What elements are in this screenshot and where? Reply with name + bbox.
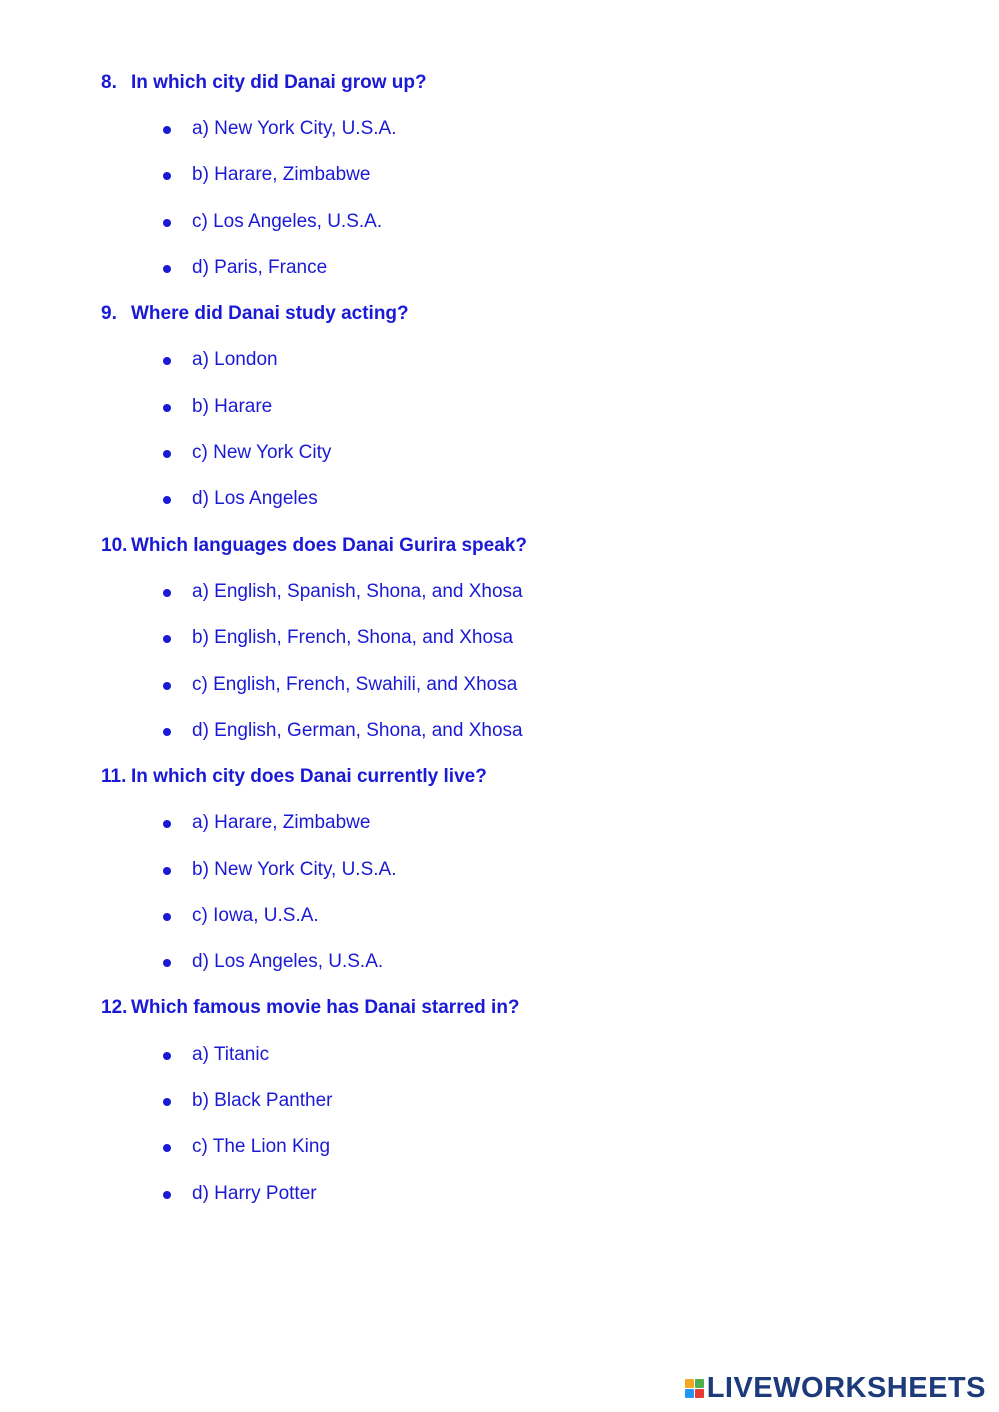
question-text: In which city does Danai currently live? <box>131 766 487 787</box>
option-item <box>163 720 523 742</box>
option-text: b) Harare <box>192 396 273 417</box>
question-11 <box>101 766 487 788</box>
bullet-icon <box>163 172 171 180</box>
question-9 <box>101 303 409 325</box>
option-text: b) New York City, U.S.A. <box>192 859 397 880</box>
question-number: 11. <box>101 766 127 787</box>
option-text: c) Los Angeles, U.S.A. <box>192 211 383 232</box>
option-item <box>163 396 272 418</box>
question-text: Where did Danai study acting? <box>131 303 409 324</box>
bullet-icon <box>163 959 171 967</box>
option-text: d) English, German, Shona, and Xhosa <box>192 720 523 741</box>
option-item <box>163 211 382 233</box>
option-item <box>163 442 331 464</box>
option-text: d) Paris, France <box>192 257 328 278</box>
option-text: c) English, French, Swahili, and Xhosa <box>192 674 518 695</box>
question-number: 12. <box>101 997 128 1018</box>
question-8 <box>101 72 427 94</box>
bullet-icon <box>163 265 171 273</box>
logo-mark-icon <box>685 1379 704 1398</box>
option-text: d) Los Angeles, U.S.A. <box>192 951 384 972</box>
option-item <box>163 1136 330 1158</box>
option-item <box>163 859 397 881</box>
option-text: a) English, Spanish, Shona, and Xhosa <box>192 581 523 602</box>
option-item <box>163 1044 269 1066</box>
bullet-icon <box>163 126 171 134</box>
logo-square <box>695 1389 704 1398</box>
bullet-icon <box>163 913 171 921</box>
question-text: Which languages does Danai Gurira speak? <box>131 535 527 556</box>
bullet-icon <box>163 1098 171 1106</box>
option-text: a) Titanic <box>192 1044 270 1065</box>
bullet-icon <box>163 357 171 365</box>
option-item <box>163 1090 332 1112</box>
option-item <box>163 627 513 649</box>
bullet-icon <box>163 219 171 227</box>
bullet-icon <box>163 1191 171 1199</box>
bullet-icon <box>163 1144 171 1152</box>
logo-square <box>685 1389 694 1398</box>
option-text: b) Black Panther <box>192 1090 333 1111</box>
option-text: b) English, French, Shona, and Xhosa <box>192 627 514 648</box>
liveworksheets-logo <box>685 1372 986 1405</box>
bullet-icon <box>163 728 171 736</box>
bullet-icon <box>163 867 171 875</box>
question-text: In which city did Danai grow up? <box>131 72 427 93</box>
option-text: c) Iowa, U.S.A. <box>192 905 319 926</box>
logo-text: LIVEWORKSHEETS <box>706 1372 986 1404</box>
option-text: a) Harare, Zimbabwe <box>192 812 371 833</box>
bullet-icon <box>163 820 171 828</box>
option-item <box>163 812 370 834</box>
option-item <box>163 488 318 510</box>
question-number: 9. <box>101 303 117 324</box>
option-text: c) The Lion King <box>192 1136 331 1157</box>
bullet-icon <box>163 1052 171 1060</box>
option-item <box>163 257 327 279</box>
option-item <box>163 905 319 927</box>
bullet-icon <box>163 682 171 690</box>
option-item <box>163 349 278 371</box>
option-text: d) Los Angeles <box>192 488 318 509</box>
logo-square <box>685 1379 694 1388</box>
question-number: 10. <box>101 535 128 556</box>
bullet-icon <box>163 589 171 597</box>
question-12 <box>101 997 520 1019</box>
option-text: a) London <box>192 349 278 370</box>
bullet-icon <box>163 450 171 458</box>
option-item <box>163 581 523 603</box>
option-item <box>163 674 517 696</box>
logo-square <box>695 1379 704 1388</box>
question-number: 8. <box>101 72 117 93</box>
option-item <box>163 118 397 140</box>
option-text: c) New York City <box>192 442 332 463</box>
question-10 <box>101 535 527 557</box>
option-item <box>163 164 370 186</box>
option-text: a) New York City, U.S.A. <box>192 118 397 139</box>
bullet-icon <box>163 496 171 504</box>
option-item <box>163 1183 317 1205</box>
question-text: Which famous movie has Danai starred in? <box>131 997 520 1018</box>
bullet-icon <box>163 635 171 643</box>
option-text: d) Harry Potter <box>192 1183 317 1204</box>
option-text: b) Harare, Zimbabwe <box>192 164 371 185</box>
option-item <box>163 951 383 973</box>
bullet-icon <box>163 404 171 412</box>
